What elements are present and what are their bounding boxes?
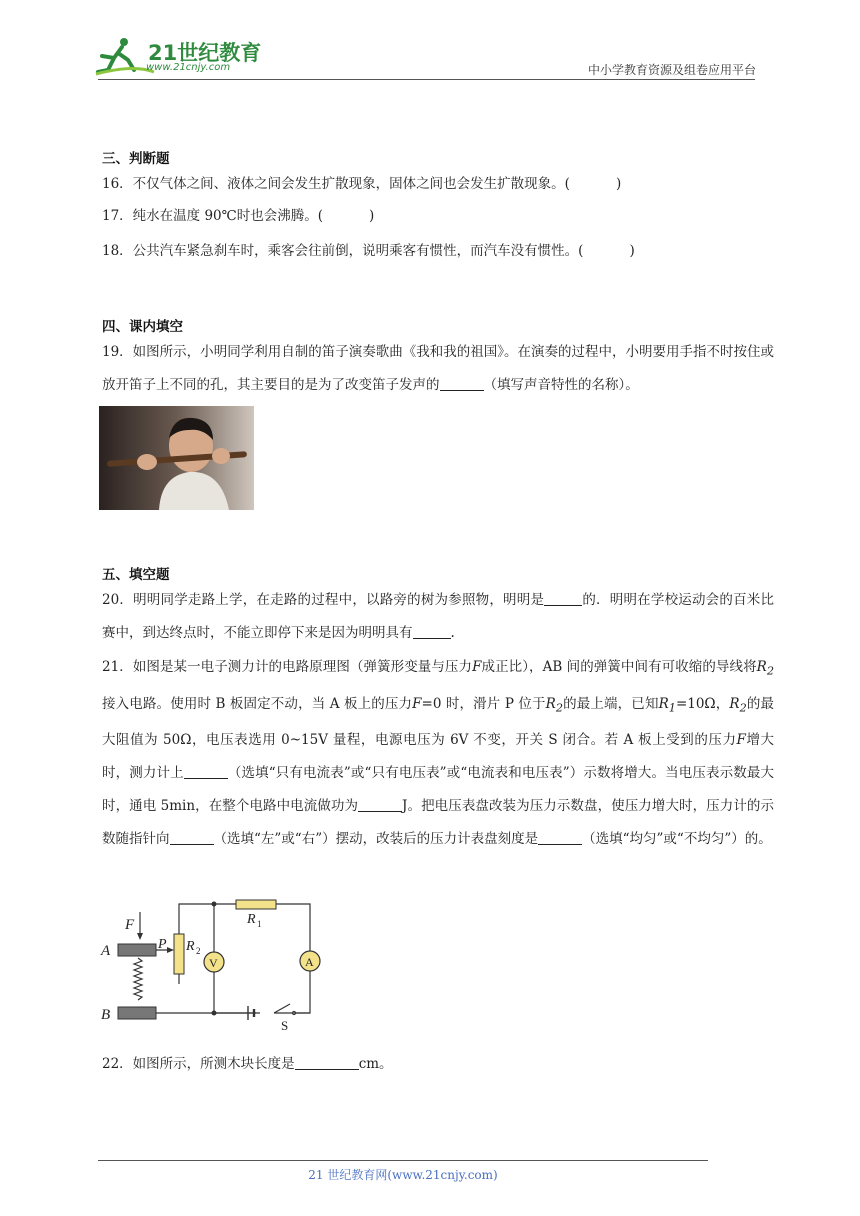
svg-text:1: 1 <box>257 919 262 929</box>
footer-divider <box>98 1160 708 1161</box>
label-ammeter: A <box>305 955 314 969</box>
label-p: P <box>158 937 167 952</box>
question-20: 20．明明同学走路上学，在走路的过程中，以路旁的树为参照物，明明是 的．明明在学校运动会的百米比赛中，到达终点时，不能立即停下来是因为明明具有 . <box>102 592 774 641</box>
label-f: F <box>125 917 135 933</box>
section-title-class-fill: 四、课内填空 <box>102 319 183 335</box>
answer-blank <box>358 797 402 812</box>
header-divider <box>98 79 755 80</box>
answer-blank <box>170 830 214 845</box>
question-19: 19．如图所示，小明同学利用自制的笛子演奏歌曲《我和我的祖国》。在演奏的过程中，小明要用手指不时按住或放开笛子上不同的孔，其主要目的是为了改变笛子发声的 （填写声音特性的名称）。 <box>102 344 774 393</box>
answer-blank <box>413 624 451 639</box>
section-title-judgement: 三、判断题 <box>102 151 170 167</box>
label-a: A <box>101 943 111 959</box>
flute-player-photo <box>99 406 254 510</box>
question-17: 17．纯水在温度 90℃时也会沸腾。( ) <box>102 208 375 224</box>
resistor-r2 <box>174 934 184 974</box>
logo-text: 21世纪教育 <box>148 41 262 65</box>
circuit-diagram <box>98 896 330 1032</box>
svg-text:2: 2 <box>196 946 201 956</box>
label-s: S <box>281 1018 289 1032</box>
question-21: 21．如图是某一电子测力计的电路原理图（弹簧形变量与压力F成正比），AB 间的弹簧中间有可收缩的导线将$R_2$接入电路。使用时 B 板固定不动，当 A 板上的压力F=0 时，滑片 P 位于$R_2$的最上端，已知$R_1=10\Omega$，$R_2$的最大阻值为 50Ω，电压表选用 0~15V 量程，电源电压为 6V 不变，开关 S 闭合。若 A 板上受到的压力F增大时，测力计上 （选填“只有电流表”或“只有电压表”或“电流表和电压表”）示数将增大。当电压表示数最大时，通电 5min，在整个电路中电流做功为 J。把电压表盘改装为压力示数盘，使压力增大时，压力计的示数随指针向 （选填“左”或“右”）摆动，改装后的压力计表盘刻度是 （选填“均匀”或“不均匀”）的。 <box>102 659 775 848</box>
footer-text[interactable]: 21 世纪教育网(www.21cnjy.com) <box>308 1168 498 1182</box>
label-b: B <box>101 1007 111 1023</box>
answer-blank <box>544 591 582 606</box>
question-16: 16．不仅气体之间、液体之间会发生扩散现象，固体之间也会发生扩散现象。( ) <box>102 176 622 192</box>
question-22: 22．如图所示，所测木块长度是 cm。 <box>102 1056 393 1072</box>
header-platform-text: 中小学教育资源及组卷应用平台 <box>587 63 756 77</box>
answer-blank <box>440 376 484 391</box>
answer-blank <box>295 1055 359 1070</box>
answer-blank <box>538 830 582 845</box>
label-r2: R <box>186 939 195 954</box>
logo-url: www.21cnjy.com <box>146 62 231 73</box>
resistor-r1 <box>236 900 276 909</box>
section-title-fill: 五、填空题 <box>102 567 170 583</box>
label-r1: R <box>247 912 256 927</box>
answer-blank <box>184 764 228 779</box>
question-18: 18．公共汽车紧急刹车时，乘客会往前倒，说明乘客有惯性，而汽车没有惯性。( ) <box>102 243 635 259</box>
label-v: V <box>209 956 218 970</box>
